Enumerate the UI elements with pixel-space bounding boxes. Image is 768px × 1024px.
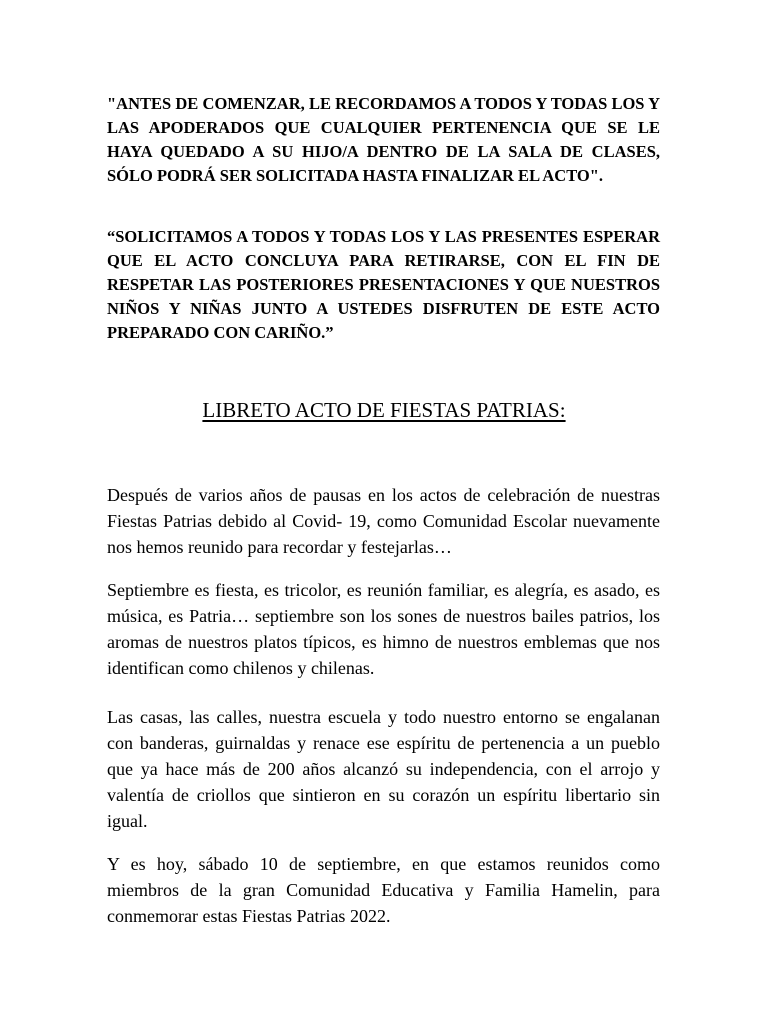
- document-title: LIBRETO ACTO DE FIESTAS PATRIAS:: [202, 398, 566, 422]
- notice-paragraph-belongings: "ANTES DE COMENZAR, LE RECORDAMOS A TODOS Y TODAS LOS Y LAS APODERADOS QUE CUALQUIER PERTENENCIA QUE SE LE HAYA QUEDADO A SU HIJO/A DENTRO DE LA SALA DE CLASES, SÓLO PODRÁ SER SOLICITADA HASTA FINALIZAR EL ACTO".: [107, 94, 660, 185]
- notice-paragraph-wait: “SOLICITAMOS A TODOS Y TODAS LOS Y LAS PRESENTES ESPERAR QUE EL ACTO CONCLUYA PARA RETIRARSE, CON EL FIN DE RESPETAR LAS POSTERIORES PRESENTACIONES Y QUE NUESTROS NIÑOS Y NIÑAS JUNTO A USTEDES DISFRUTEN DE ESTE ACTO PREPARADO CON CARIÑO.”: [107, 227, 660, 342]
- body-paragraph-3: Las casas, las calles, nuestra escuela y todo nuestro entorno se engalanan con banderas, guirnaldas y renace ese espíritu de pertenencia a un pueblo que ya hace más de 200 años alcanzó su independencia, con el arrojo y valentía de criollos que sintieron en su corazón un espíritu libertario sin igual.: [107, 707, 660, 831]
- body-paragraph-1: Después de varios años de pausas en los actos de celebración de nuestras Fiestas Patrias debido al Covid- 19, como Comunidad Escolar nuevamente nos hemos reunido para recordar y festejarlas…: [107, 485, 660, 557]
- body-paragraph-2: Septiembre es fiesta, es tricolor, es reunión familiar, es alegría, es asado, es música, es Patria… septiembre son los sones de nuestros bailes patrios, los aromas de nuestros platos típicos, es himno de nuestros emblemas que nos identifican como chilenos y chilenas.: [107, 580, 660, 678]
- body-paragraph-4: Y es hoy, sábado 10 de septiembre, en que estamos reunidos como miembros de la gran Comunidad Educativa y Familia Hamelin, para conmemorar estas Fiestas Patrias 2022.: [107, 854, 660, 926]
